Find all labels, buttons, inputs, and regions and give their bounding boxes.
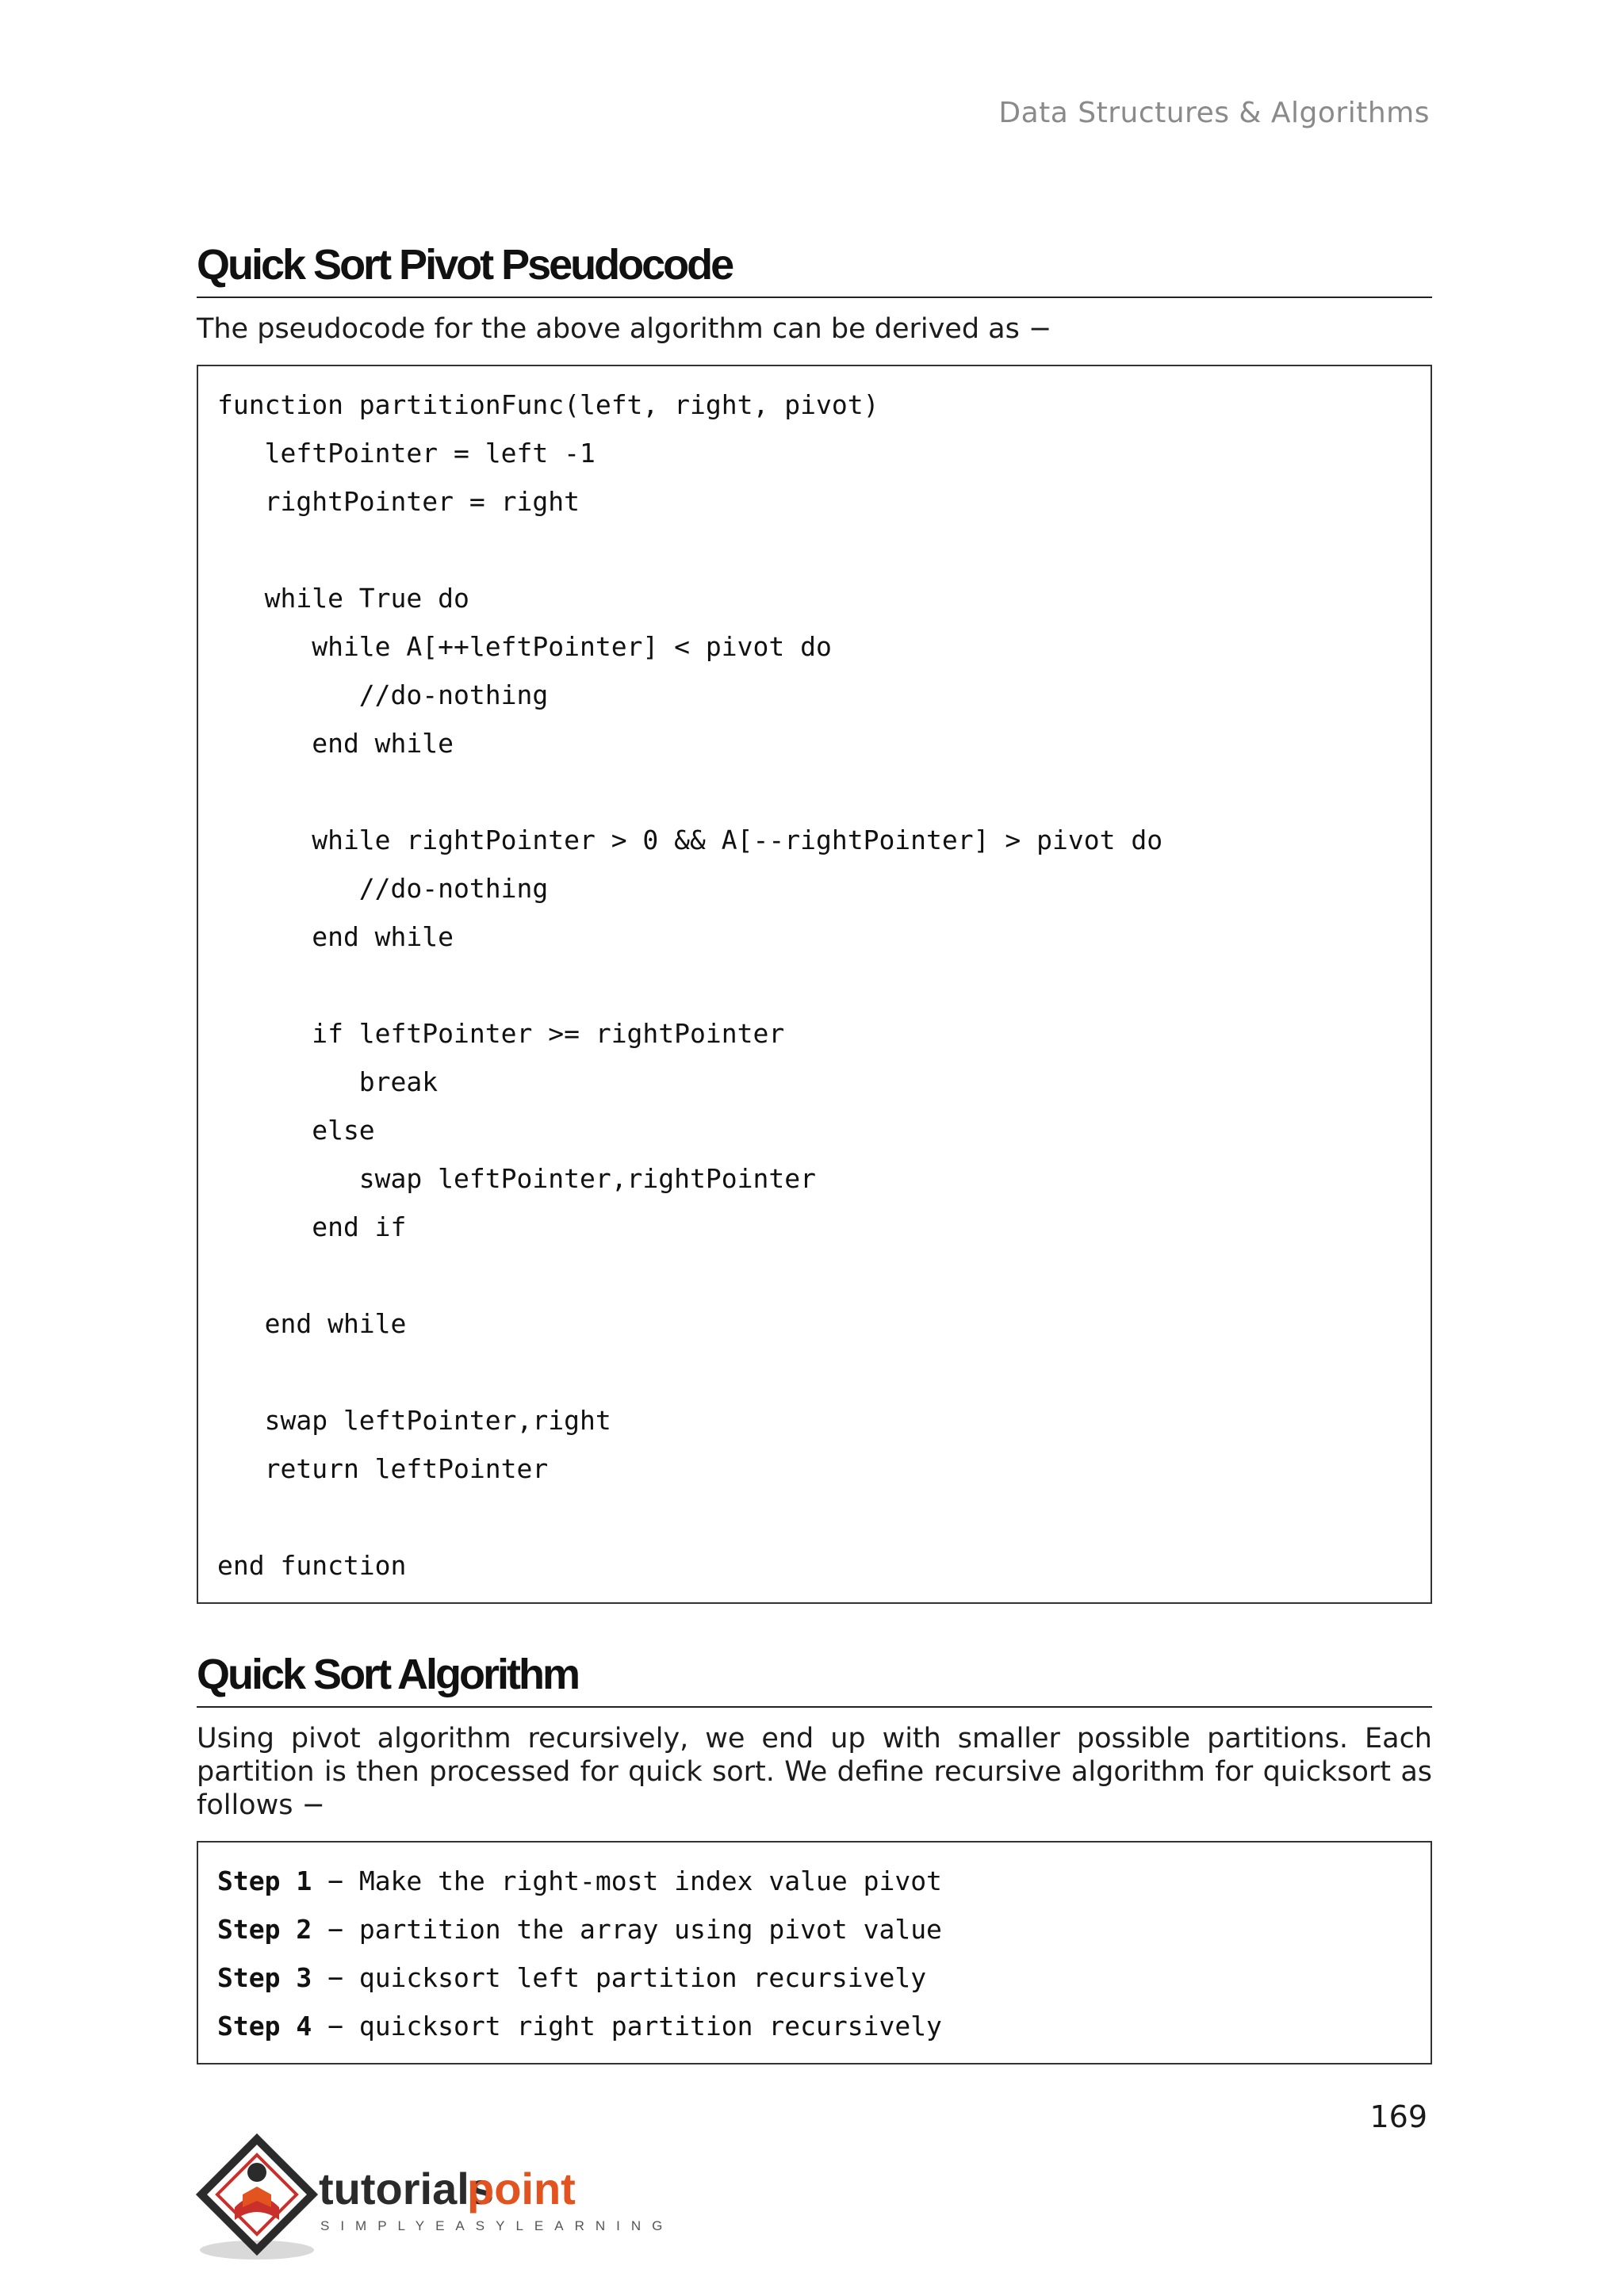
code-line: end if: [217, 1211, 407, 1243]
tutorialspoint-logo: [193, 2131, 674, 2266]
code-line: end while: [217, 728, 454, 760]
step-text: − quicksort left partition recursively: [312, 1962, 927, 1994]
code-line: if leftPointer >= rightPointer: [217, 1018, 785, 1050]
code-line: while rightPointer > 0 && A[--rightPointer] > pivot do: [217, 825, 1163, 856]
logo-tagline: SIMPLYEASYLEARNING: [320, 2218, 674, 2233]
section-intro: Using pivot algorithm recursively, we end up with smaller possible partitions. Each partition is then processed for quick sort. We define recursive algorithm for quicksort as follows −: [197, 1723, 1432, 1822]
code-line: else: [217, 1115, 375, 1146]
code-line: [217, 1251, 1411, 1299]
page-number: 169: [1369, 2099, 1427, 2134]
step-text: − quicksort right partition recursively: [312, 2011, 942, 2042]
code-line: //do-nothing: [217, 873, 549, 905]
code-line: swap leftPointer,right: [217, 1405, 611, 1437]
section-pivot-pseudocode: [197, 242, 1432, 1604]
steps-block: [197, 1841, 1432, 2064]
step-label: Step 3: [217, 1962, 312, 1994]
code-line: rightPointer = right: [217, 486, 580, 518]
code-line: while A[++leftPointer] < pivot do: [217, 631, 832, 663]
code-line: swap leftPointer,rightPointer: [217, 1163, 816, 1195]
logo-wordmark-1: tutorials: [319, 2164, 494, 2214]
code-block: [197, 365, 1432, 1604]
code-line: [217, 767, 1411, 816]
step-text: − Make the right-most index value pivot: [312, 1866, 942, 1897]
step-line: [217, 1857, 1411, 1905]
code-line: break: [217, 1066, 439, 1098]
code-line: [217, 1493, 1411, 1541]
step-label: Step 1: [217, 1866, 312, 1897]
step-line: [217, 1905, 1411, 1954]
code-line: [217, 526, 1411, 574]
code-line: end function: [217, 1550, 407, 1582]
code-line: [217, 1348, 1411, 1396]
code-line: leftPointer = left -1: [217, 438, 596, 469]
section-intro: The pseudocode for the above algorithm can be derived as −: [197, 313, 1052, 346]
step-label: Step 4: [217, 2011, 312, 2042]
step-line: [217, 1954, 1411, 2002]
step-label: Step 2: [217, 1914, 312, 1946]
section-heading: Quick Sort Pivot Pseudocode: [197, 242, 1432, 298]
step-text: − partition the array using pivot value: [312, 1914, 942, 1946]
section-quicksort-algorithm: [197, 1651, 1432, 2064]
step-line: [217, 2002, 1411, 2050]
code-line: function partitionFunc(left, right, pivot): [217, 389, 879, 421]
code-line: end while: [217, 921, 454, 953]
running-header: Data Structures & Algorithms: [998, 97, 1430, 129]
code-line: while True do: [217, 583, 469, 614]
section-heading: Quick Sort Algorithm: [197, 1651, 1432, 1708]
logo-graphic: [193, 2131, 674, 2266]
logo-wordmark-2: point: [467, 2164, 576, 2214]
code-line: return leftPointer: [217, 1453, 549, 1485]
code-line: end while: [217, 1308, 407, 1340]
code-line: [217, 961, 1411, 1009]
code-line: //do-nothing: [217, 679, 549, 711]
